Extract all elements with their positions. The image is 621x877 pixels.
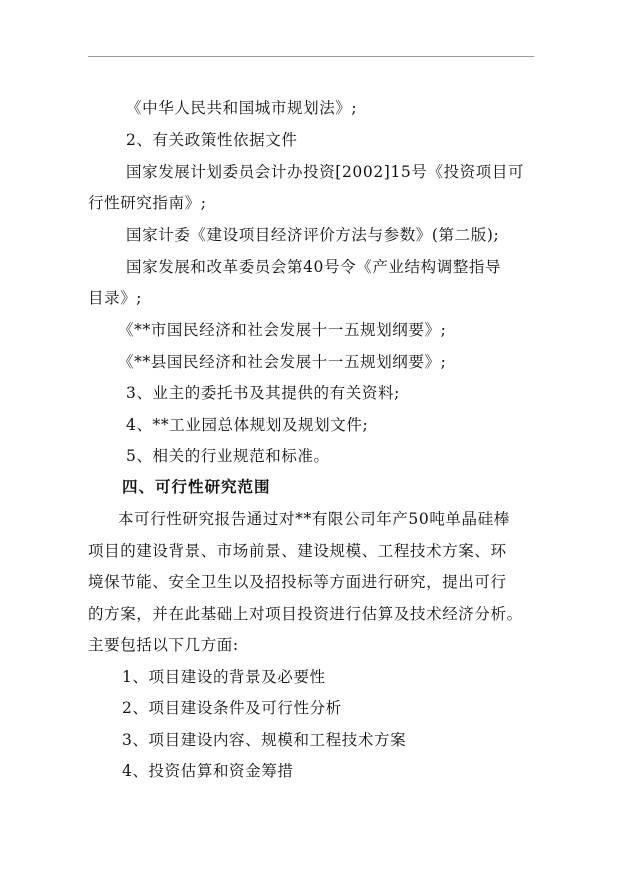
text-line-industrial: 4、**工业园总体规划及规划文件; [126,416,369,434]
text-line-evaluation: 国家计委《建设项目经济评价方法与参数》(第二版); [126,226,500,244]
header-rule [88,56,534,57]
text-line-ndrc-guide: 国家发展计划委员会计办投资[2002]15号《投资项目可 [126,163,525,181]
text-line-policy: 2、有关政策性依据文件 [126,131,298,149]
text-line-city-plan: 《**市国民经济和社会发展十一五规划纲要》; [118,321,447,339]
text-line-standards: 5、相关的行业规范和标准。 [126,447,330,465]
list-item: 1、项目建设的背景及必要性 [122,668,326,686]
text-line-law: 《中华人民共和国城市规划法》; [126,99,358,117]
paragraph-line: 主要包括以下几方面: [88,636,239,654]
paragraph-line: 境保节能、安全卫生以及招投标等方面进行研究，提出可行 [88,573,507,591]
paragraph-line: 本可行性研究报告通过对**有限公司年产50吨单晶硅棒 [118,510,510,528]
list-item: 2、项目建设条件及可行性分析 [122,699,342,717]
paragraph-line: 的方案，并在此基础上对项目投资进行估算及技术经济分析。 [88,605,523,623]
text-line-guide-cont: 行性研究指南》; [88,194,207,212]
text-line-county-plan: 《**县国民经济和社会发展十一五规划纲要》; [118,353,447,371]
text-line-commission: 3、业主的委托书及其提供的有关资料; [126,384,400,402]
section-heading: 四、可行性研究范围 [122,477,271,496]
text-line-order40: 国家发展和改革委员会第40号令《产业结构调整指导 [126,258,502,276]
list-item: 4、投资估算和资金筹措 [122,762,294,780]
text-line-catalog: 目录》; [88,289,143,307]
list-item: 3、项目建设内容、规模和工程技术方案 [122,731,407,749]
paragraph-line: 项目的建设背景、市场前景、建设规模、工程技术方案、环 [88,542,507,560]
